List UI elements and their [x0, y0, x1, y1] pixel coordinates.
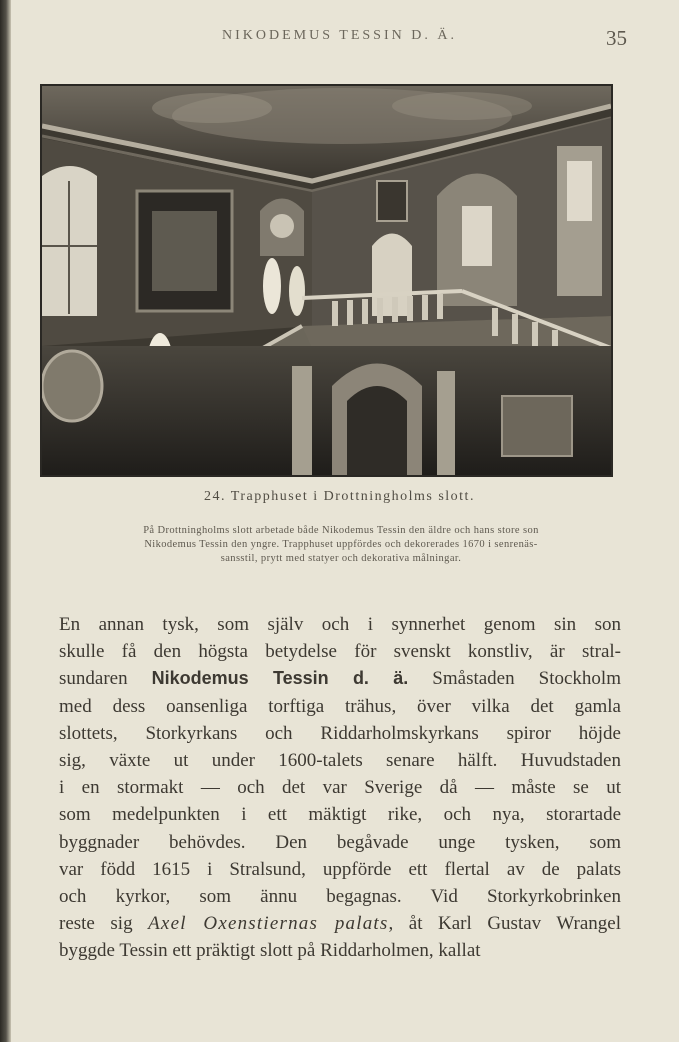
body-line	[59, 638, 621, 665]
running-title: NIKODEMUS TESSIN D. Ä.	[222, 28, 457, 43]
body-line	[59, 910, 621, 937]
caption-line: Nikodemus Tessin den yngre. Trapphuset uppfördes och dekorerades 1670 i senrenäs-	[144, 539, 538, 550]
body-line	[59, 665, 621, 692]
body-line	[59, 937, 621, 964]
body-line	[59, 829, 621, 856]
staircase-photo-icon	[42, 86, 611, 475]
bold-name: Nikodemus Tessin d. ä.	[151, 668, 409, 689]
text-run: , åt Karl Gustav Wrangel	[388, 913, 621, 935]
text-run: med dess oansenliga torftiga trähus, över vilka det gamla	[59, 695, 621, 717]
staircase-photo	[40, 84, 613, 477]
text-run: och kyrkor, som ännu begagnas. Vid Storkyrkobrinken	[59, 885, 621, 907]
body-line	[59, 883, 621, 910]
body-line	[59, 774, 621, 801]
figure-caption-text	[58, 524, 624, 566]
caption-line: sansstil, prytt med statyer och dekorativa målningar.	[220, 553, 462, 564]
body-line	[59, 747, 621, 774]
text-run: slottets, Storkyrkans och Riddarholmskyrkans spiror höjde	[59, 722, 621, 744]
text-run: var född 1615 i Stralsund, uppförde ett flertal av de palats	[59, 858, 621, 880]
text-run: som medelpunkten i ett mäktigt rike, och nya, storartade	[59, 804, 621, 826]
text-run: byggnader behövdes. Den begåvade unge tysken, som	[59, 831, 621, 853]
text-run: sundaren	[59, 668, 152, 690]
text-run: i en stormakt — och det var Sverige då — måste se ut	[59, 777, 621, 799]
body-line	[59, 720, 621, 747]
body-line	[59, 856, 621, 883]
body-line	[59, 611, 621, 638]
italic-title: Axel Oxenstiernas palats	[148, 913, 389, 935]
book-spine-edge	[0, 0, 11, 1042]
page-number: 35	[606, 26, 627, 50]
body-line	[59, 801, 621, 828]
text-run: En annan tysk, som själv och i synnerhet genom sin son	[59, 614, 621, 635]
text-run: Småstaden Stockholm	[408, 668, 621, 690]
body-paragraph	[59, 611, 621, 964]
body-line	[59, 693, 621, 720]
figure-caption-title: 24. Trapphuset i Drottningholms slott.	[204, 489, 475, 504]
text-run: skulle få den högsta betydelse för svenskt konstliv, är stral-	[59, 641, 621, 663]
caption-line: På Drottningholms slott arbetade både Nikodemus Tessin den äldre och hans store son	[143, 525, 539, 536]
text-run: byggde Tessin ett präktigt slott på Riddarholmen, kallat	[59, 940, 481, 962]
text-run: sig, växte ut under 1600-talets senare hälft. Huvudstaden	[59, 749, 621, 771]
text-run: reste sig	[59, 913, 149, 935]
